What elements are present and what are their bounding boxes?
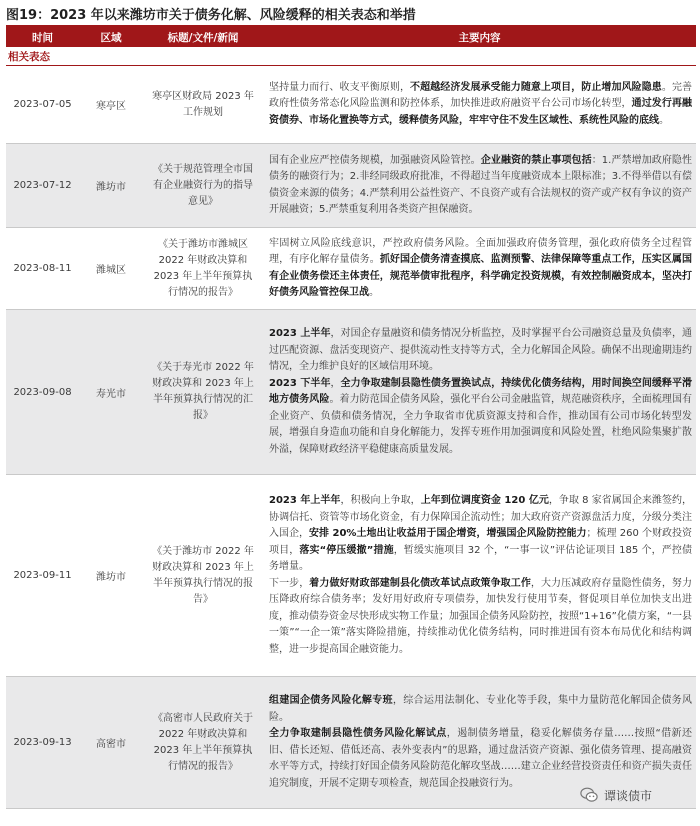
row-date: 2023-09-11 [6, 475, 79, 677]
watermark-text: 谭谈债市 [604, 788, 653, 803]
emphasis-text: 全力争取建制县隐性债务风险化解试点 [269, 728, 447, 739]
table-row [6, 144, 696, 228]
content-text: 下一步， [269, 577, 310, 589]
section-row [6, 47, 696, 66]
content-paragraph [269, 726, 692, 792]
content-text: ，暂缓实施项目 32 个，“一事一议”评估论证项目 185 个，严控债务增量。 [269, 544, 692, 572]
row-area: 潍城区 [79, 228, 143, 310]
row-doc: 《关于潍坊市潍城区 2022 年财政决算和 2023 年上半年预算执行情况的报告》 [143, 228, 263, 310]
content-text: 国有企业应严控债务规模，加强融资风险管控。 [269, 154, 481, 166]
header-area: 区域 [79, 27, 143, 47]
content-text: 。 [369, 287, 379, 298]
content-paragraph [269, 576, 692, 659]
row-area: 高密市 [79, 677, 143, 809]
content-paragraph [269, 326, 692, 376]
table-row [6, 310, 696, 475]
emphasis-text: 抓好国企债务清查摸底、监测预警、法律保障等重点工作，压实区属国有企业债务偿还主体责任，规范举债审批程序，科学确定投资规模，有效控制融资成本，坚决打好债务风险管控保卫战 [269, 254, 693, 298]
header-doc: 标题/文件/新闻 [143, 27, 263, 47]
content-text: 。着力防范国企债务风险，强化平台公司金融监管，规范融资秩序，全面梳理国有企业资产、负债和债务情况，全力争取省市优质资源支持和合作，推动国有公司市场化转型发展，增强自身造血功能和自身化解能力，发挥专班作用加强调度和风险处置，杜绝风险集聚扩散外溢，保障财政经济平稳健康高质量发展。 [269, 394, 693, 455]
row-area: 寒亭区 [79, 66, 143, 144]
row-doc: 《关于规范管理全市国有企业融资行为的指导意见》 [143, 144, 263, 228]
emphasis-text: 不超越经济发展承受能力随意上项目，防止增加风险隐患 [410, 81, 662, 93]
content-text: ，争取 8 家省属国企来潍签约，协调信托、资管等市场化资金，有力保障国企流动性；加大政府资产资源盘活力度，分级分类注入国企， [269, 495, 693, 539]
wechat-icon [580, 786, 598, 804]
content-text: 坚持量力而行、收支平衡原则， [269, 81, 411, 93]
content-text: 。完善政府性债务常态化风险监测和防控体系，加快推进政府融资平台公司市场化转型， [269, 81, 693, 110]
content-paragraph [269, 693, 692, 726]
row-doc: 《关于寿光市 2022 年财政决算和 2023 年上半年预算执行情况的汇报》 [143, 310, 263, 475]
content-paragraph [269, 376, 692, 459]
content-paragraph [269, 153, 692, 219]
row-date: 2023-09-08 [6, 310, 79, 475]
content-paragraph [269, 80, 692, 130]
emphasis-text: 着力做好财政部建制县化债改革试点政策争取工作 [309, 577, 531, 589]
row-doc: 《高密市人民政府关于 2022 年财政决算和 2023 年上半年预算执行情况的报告》 [143, 677, 263, 809]
content-text: ；梳理 260 个财政投资项目， [269, 528, 693, 556]
row-area: 寿光市 [79, 310, 143, 475]
emphasis-text: 全力争取建制县隐性债务置换试点，持续优化债务结构，用时间换空间缓释平滑地方债务风险 [269, 377, 693, 405]
figure-title: 图19：2023 年以来潍坊市关于债务化解、风险缓释的相关表态和举措 [6, 8, 416, 23]
watermark [580, 784, 696, 806]
emphasis-text: 落实“停压缓撤”措施 [299, 544, 394, 556]
row-content [263, 475, 696, 677]
content-paragraph [269, 493, 692, 576]
content-text: ， [330, 377, 341, 389]
content-text: ，对国企存量融资和债务情况分析监控，及时掌握平台公司融资总量及负债率，通过匹配资源、盘活变现资产、提供流动性支持等方式，全力化解国企风险。确保不出现逾期违约情况，全力维护良好的区域信用环境。 [269, 328, 692, 372]
row-content [263, 310, 696, 475]
content-text: ，综合运用法制化、专业化等手段，集中力量防范化解国企债务风险。 [269, 695, 693, 723]
row-date: 2023-07-12 [6, 144, 79, 228]
row-date: 2023-08-11 [6, 228, 79, 310]
content-text: 。 [659, 114, 669, 126]
row-content [263, 66, 696, 144]
row-content [263, 228, 696, 310]
emphasis-text: 2023 年上半年 [269, 495, 341, 506]
section-label: 相关表态 [6, 47, 696, 66]
content-text: ，大力压减政府存量隐性债务，努力压降政府综合债务率；发好用好政府专项债券，加快发行使用节奏，督促项目单位加快支出进度，推动债券资金尽快形成实物工作量；加强国企债务风险防控，按照“1+16”化债方案，“一县一策”“一企一策”落实降险措施，持续推动优化债务结构，同时推进国有资本布局优化和结构调整，进一步提高国企融资能力。 [269, 577, 693, 655]
header-content: 主要内容 [263, 27, 696, 47]
row-area: 潍坊市 [79, 475, 143, 677]
table-row [6, 228, 696, 310]
emphasis-text: 组建国企债务风险化解专班 [269, 695, 393, 706]
content-text: ，遏制债务增量，稳妥化解债务存量……按照“借新还旧、借长还短、借低还高、表外变表内”的思路，通过盘活资产资源、强化债务管理、提高融资水平等方式，持续打好国企债务风险防范化解攻坚战……建立企业经营投资责任和资产损失责任追究制度，开展不定期专项检查，规范国企投融资行为。 [269, 728, 692, 789]
emphasis-text: 2023 下半年 [269, 377, 331, 389]
row-doc: 《关于潍坊市 2022 年财政决算和 2023 年上半年预算执行情况的报告》 [143, 475, 263, 677]
row-date: 2023-07-05 [6, 66, 79, 144]
content-text: ：1.严禁增加政府隐性债务的融资行为；2.非经同级政府批准，不得超过当年度融资成本上限标准；3.不得举借以有偿债资金来源的债务；4.严禁利用公益性资产、不良资产或有合法规权的资产或产权有争议的资产开展融资；5.严禁重复利用各类资产担保融资。 [269, 154, 693, 215]
header-time: 时间 [6, 27, 79, 47]
content-paragraph [269, 236, 692, 302]
content-text: 牢固树立风险底线意识，严控政府债务风险。全面加强政府债务管理，强化政府债务全过程管理，有序化解存量债务。 [269, 237, 692, 265]
row-area: 潍坊市 [79, 144, 143, 228]
emphasis-text: 上年到位调度资金 120 亿元 [420, 495, 549, 506]
content-text: ，积极向上争取， [340, 495, 421, 506]
emphasis-text: 企业融资的禁止事项包括 [480, 154, 592, 166]
emphasis-text: 通过发行再融资债券、市场化置换等方式，缓释债务风险，牢牢守住不发生区域性、系统性风险的底线 [269, 98, 693, 126]
emphasis-text: 安排 20%土地出让收益用于国企增资，增强国企风险防控能力 [309, 528, 587, 539]
table-row [6, 66, 696, 144]
row-date: 2023-09-13 [6, 677, 79, 809]
emphasis-text: 2023 上半年 [269, 328, 331, 339]
row-doc: 寒亭区财政局 2023 年工作规划 [143, 66, 263, 144]
header-row [6, 27, 696, 47]
measures-table [6, 27, 696, 809]
row-content [263, 144, 696, 228]
table-row [6, 475, 696, 677]
